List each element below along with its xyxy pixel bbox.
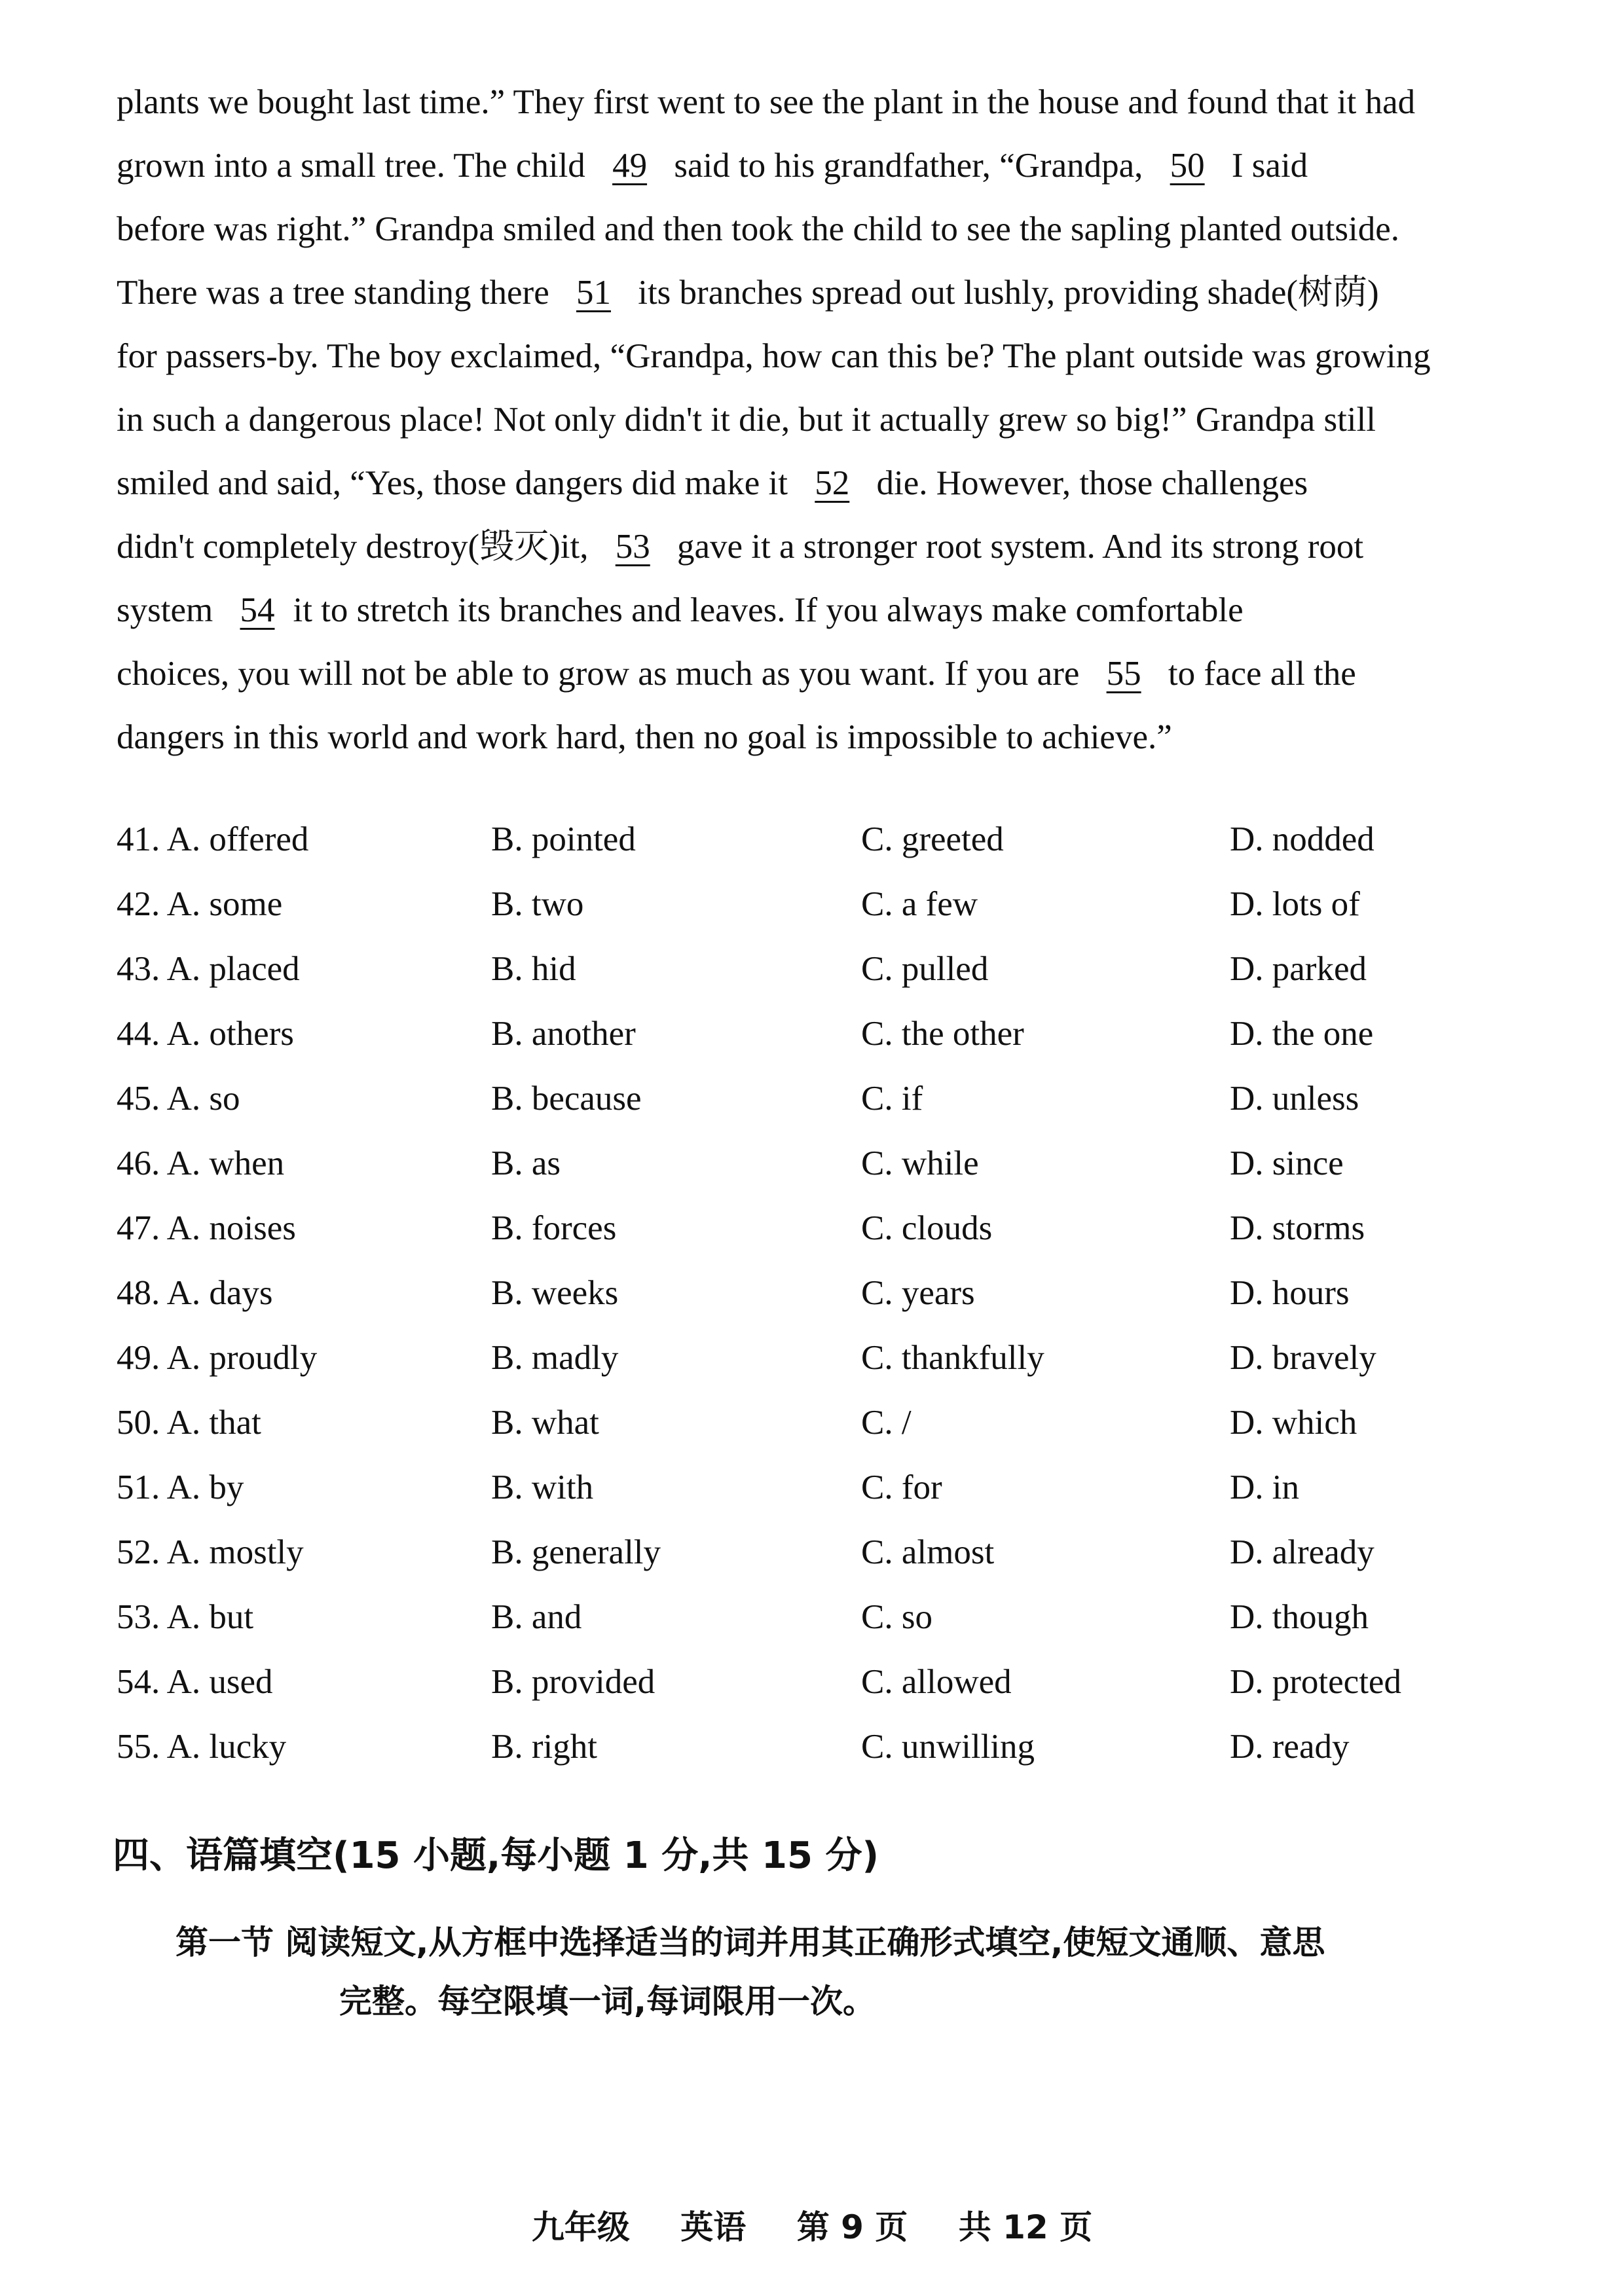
passage-text: in such a dangerous place! Not only didn't it die, but it actually grew so big!” Grandpa still bbox=[117, 401, 1376, 439]
option-choice: C. almost bbox=[861, 1533, 995, 1571]
section-title: 四、语篇填空(15 小题,每小题 1 分,共 15 分) bbox=[113, 1834, 879, 1877]
instruction-line-1: 第一节 阅读短文,从方框中选择适当的词并用其正确形式填空,使短文通顺、意思 bbox=[175, 1923, 1325, 1961]
option-row bbox=[117, 1390, 1557, 1455]
passage-text: I said bbox=[1223, 147, 1308, 185]
option-choice: D. since bbox=[1230, 1144, 1344, 1182]
option-row bbox=[117, 1001, 1557, 1066]
option-choice: C. if bbox=[861, 1079, 923, 1118]
option-choice: D. storms bbox=[1230, 1209, 1365, 1247]
passage-line bbox=[117, 325, 1544, 388]
blank-55: 55 bbox=[1106, 655, 1141, 693]
option-choice: D. in bbox=[1230, 1468, 1299, 1506]
option-choice: B. forces bbox=[491, 1209, 617, 1247]
option-row bbox=[117, 1195, 1557, 1260]
option-choice: B. pointed bbox=[491, 820, 636, 858]
option-choice: 50. A. that bbox=[117, 1403, 261, 1442]
passage-line bbox=[117, 706, 1544, 769]
option-choice: B. what bbox=[491, 1403, 599, 1442]
option-choice: 42. A. some bbox=[117, 884, 283, 923]
option-choice: 48. A. days bbox=[117, 1273, 273, 1312]
option-choice: B. provided bbox=[491, 1662, 655, 1701]
blank-50: 50 bbox=[1170, 147, 1205, 185]
option-choice: B. with bbox=[491, 1468, 594, 1506]
footer-total-pages: 共 12 页 bbox=[958, 2208, 1093, 2246]
passage-text: dangers in this world and work hard, then no goal is impossible to achieve.” bbox=[117, 718, 1172, 756]
option-choice: B. right bbox=[491, 1727, 597, 1766]
option-choice: C. greeted bbox=[861, 820, 1004, 858]
option-row bbox=[117, 871, 1557, 936]
passage-line bbox=[117, 452, 1544, 515]
passage-text: it to stretch its branches and leaves. If you always make comfortable bbox=[293, 591, 1244, 629]
option-choice: D. protected bbox=[1230, 1662, 1401, 1701]
option-choice: 53. A. but bbox=[117, 1597, 254, 1636]
option-row bbox=[117, 807, 1557, 871]
option-row bbox=[117, 1520, 1557, 1584]
option-choice: B. because bbox=[491, 1079, 642, 1118]
passage-text: didn't completely destroy(毁灭)it, bbox=[117, 528, 597, 566]
footer-page-number: 第 9 页 bbox=[796, 2208, 908, 2246]
passage-text: for passers-by. The boy exclaimed, “Grandpa, how can this be? The plant outside was growing bbox=[117, 337, 1431, 375]
option-choice: 45. A. so bbox=[117, 1079, 240, 1118]
answer-options-table bbox=[117, 807, 1557, 1779]
option-choice: D. already bbox=[1230, 1533, 1375, 1571]
blank-51: 51 bbox=[576, 274, 611, 312]
passage-line bbox=[117, 261, 1544, 325]
option-choice: C. while bbox=[861, 1144, 979, 1182]
option-choice: D. nodded bbox=[1230, 820, 1375, 858]
option-row bbox=[117, 1260, 1557, 1325]
passage-text: said to his grandfather, “Grandpa, bbox=[665, 147, 1152, 185]
footer-grade: 九年级 bbox=[531, 2208, 630, 2246]
blank-49: 49 bbox=[612, 147, 648, 185]
option-choice: D. though bbox=[1230, 1597, 1369, 1636]
option-choice: C. for bbox=[861, 1468, 942, 1506]
option-choice: C. years bbox=[861, 1273, 975, 1312]
option-row bbox=[117, 1066, 1557, 1131]
blank-54: 54 bbox=[240, 591, 275, 629]
blank-53: 53 bbox=[615, 528, 650, 566]
passage-text: its branches spread out lushly, providing shade(树荫) bbox=[629, 274, 1379, 312]
option-choice: C. the other bbox=[861, 1014, 1024, 1053]
passage-text: There was a tree standing there bbox=[117, 274, 558, 312]
passage-line bbox=[117, 515, 1544, 579]
option-choice: 43. A. placed bbox=[117, 949, 300, 988]
passage-text: before was right.” Grandpa smiled and then took the child to see the sapling planted outside. bbox=[117, 210, 1400, 248]
option-choice: D. lots of bbox=[1230, 884, 1360, 923]
passage-text: gave it a stronger root system. And its strong root bbox=[668, 528, 1364, 566]
option-choice: 47. A. noises bbox=[117, 1209, 296, 1247]
option-choice: D. unless bbox=[1230, 1079, 1359, 1118]
blank-52: 52 bbox=[815, 464, 850, 502]
footer-subject: 英语 bbox=[680, 2208, 747, 2246]
option-choice: 51. A. by bbox=[117, 1468, 244, 1506]
page-footer bbox=[0, 2201, 1624, 2248]
passage-line bbox=[117, 198, 1544, 261]
option-choice: B. generally bbox=[491, 1533, 661, 1571]
option-choice: D. hours bbox=[1230, 1273, 1350, 1312]
option-choice: D. ready bbox=[1230, 1727, 1350, 1766]
option-row bbox=[117, 1714, 1557, 1779]
passage-text: plants we bought last time.” They first went to see the plant in the house and found that it had bbox=[117, 83, 1416, 121]
passage-text: grown into a small tree. The child bbox=[117, 147, 595, 185]
passage-text: system bbox=[117, 591, 222, 629]
option-choice: B. and bbox=[491, 1597, 582, 1636]
passage-line bbox=[117, 388, 1544, 452]
option-row bbox=[117, 936, 1557, 1001]
section-instruction bbox=[175, 1913, 1557, 2031]
option-choice: D. the one bbox=[1230, 1014, 1374, 1053]
option-choice: C. so bbox=[861, 1597, 932, 1636]
option-row bbox=[117, 1584, 1557, 1649]
option-choice: D. parked bbox=[1230, 949, 1367, 988]
passage-line bbox=[117, 134, 1544, 198]
reading-passage bbox=[117, 71, 1544, 769]
option-choice: B. weeks bbox=[491, 1273, 619, 1312]
passage-line bbox=[117, 642, 1544, 706]
option-row bbox=[117, 1131, 1557, 1195]
instruction-line-2: 完整。每空限填一词,每词限用一次。 bbox=[339, 1982, 876, 2020]
option-choice: 49. A. proudly bbox=[117, 1338, 318, 1377]
option-row bbox=[117, 1455, 1557, 1520]
option-choice: D. which bbox=[1230, 1403, 1357, 1442]
passage-text: choices, you will not be able to grow as much as you want. If you are bbox=[117, 655, 1088, 693]
option-choice: 41. A. offered bbox=[117, 820, 309, 858]
option-choice: B. as bbox=[491, 1144, 561, 1182]
option-choice: B. madly bbox=[491, 1338, 619, 1377]
option-row bbox=[117, 1325, 1557, 1390]
option-choice: 54. A. used bbox=[117, 1662, 273, 1701]
option-choice: D. bravely bbox=[1230, 1338, 1376, 1377]
passage-text: die. However, those challenges bbox=[868, 464, 1308, 502]
passage-text: to face all the bbox=[1159, 655, 1356, 693]
option-choice: 55. A. lucky bbox=[117, 1727, 287, 1766]
option-choice: B. hid bbox=[491, 949, 576, 988]
passage-text: smiled and said, “Yes, those dangers did make it bbox=[117, 464, 797, 502]
option-choice: C. clouds bbox=[861, 1209, 993, 1247]
option-choice: C. allowed bbox=[861, 1662, 1012, 1701]
option-choice: C. a few bbox=[861, 884, 978, 923]
option-choice: 52. A. mostly bbox=[117, 1533, 304, 1571]
option-choice: C. unwilling bbox=[861, 1727, 1035, 1766]
option-choice: C. thankfully bbox=[861, 1338, 1044, 1377]
passage-line bbox=[117, 71, 1544, 134]
option-choice: 44. A. others bbox=[117, 1014, 294, 1053]
option-choice: C. / bbox=[861, 1403, 912, 1442]
option-row bbox=[117, 1649, 1557, 1714]
option-choice: B. another bbox=[491, 1014, 636, 1053]
option-choice: 46. A. when bbox=[117, 1144, 285, 1182]
option-choice: C. pulled bbox=[861, 949, 989, 988]
option-choice: B. two bbox=[491, 884, 584, 923]
passage-line bbox=[117, 579, 1544, 642]
